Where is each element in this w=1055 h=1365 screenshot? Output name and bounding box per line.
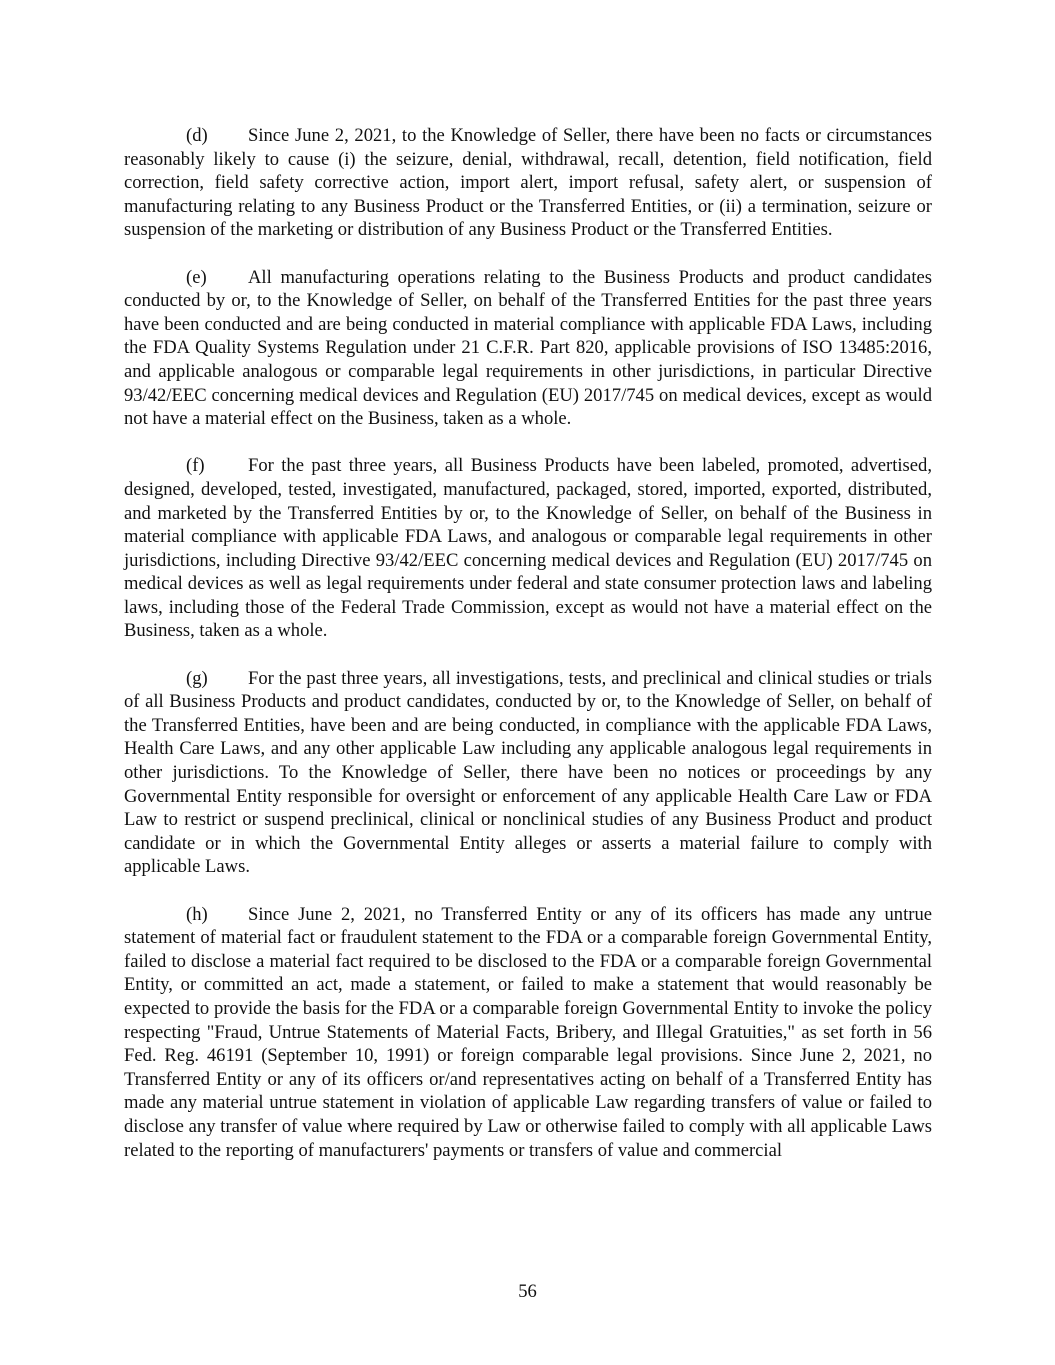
paragraph-text: For the past three years, all Business Products have been labeled, promoted, advertised, designed, developed, tested, investigated, manufactured, packaged, stored, imported, exported, distributed, and marketed by the Transferred Entities by or, to the Knowledge of Seller, on behalf of the Business in material compliance with applicable FDA Laws, and analogous or comparable legal requirements in other jurisdictions, including Directive 93/42/EEC concerning medical devices and Regulation (EU) 2017/745 on medical devices as well as legal requirements under federal and state consumer protection laws and labeling laws, including those of the Federal Trade Commission, except as would not have a material effect on the Business, taken as a whole. <box>124 455 932 642</box>
paragraph-label: (h) <box>186 903 208 925</box>
paragraph-d <box>124 124 932 242</box>
paragraph-text: Since June 2, 2021, to the Knowledge of Seller, there have been no facts or circumstances reasonably likely to cause (i) the seizure, denial, withdrawal, recall, detention, field notification, field correction, field safety corrective action, import alert, import refusal, safety alert, or suspension of manufacturing relating to any Business Product or the Transferred Entities, or (ii) a termination, seizure or suspension of the marketing or distribution of any Business Product or the Transferred Entities. <box>124 125 932 241</box>
paragraph-g <box>124 667 932 879</box>
paragraph-h <box>124 903 932 1163</box>
paragraph-e <box>124 266 932 431</box>
document-body <box>124 124 932 1186</box>
paragraph-label: (d) <box>186 125 208 146</box>
paragraph-label: (e) <box>186 266 207 288</box>
paragraph-label: (f) <box>186 455 205 477</box>
paragraph-label: (g) <box>186 667 208 689</box>
paragraph-text: Since June 2, 2021, no Transferred Entity or any of its officers has made any untrue statement of material fact or fraudulent statement to the FDA or a comparable foreign Governmental Entity, failed to disclose a material fact required to be disclosed to the FDA or a comparable foreign Governmental Entity, or committed an act, made a statement, or failed to make a statement that would reasonably be expected to provide the basis for the FDA or a comparable foreign Governmental Entity to invoke the policy respecting "Fraud, Untrue Statements of Material Facts, Bribery, and Illegal Gratuities," as set forth in 56 Fed. Reg. 46191 (September 10, 1991) or foreign comparable legal provisions. Since June 2, 2021, no Transferred Entity or any of its officers or/and representatives acting on behalf of a Transferred Entity has made any material untrue statement in violation of applicable Law regarding transfers of value or failed to disclose any transfer of value where required by Law or otherwise failed to comply with all applicable Laws related to the reporting of manufacturers' payments or transfers of value and commercial <box>124 903 932 1161</box>
paragraph-text: For the past three years, all investigations, tests, and preclinical and clinical studies or trials of all Business Products and product candidates, conducted by or, to the Knowledge of Seller, on behalf of the Transferred Entities, have been and are being conducted, in compliance with the applicable FDA Laws, Health Care Laws, and any other applicable Law including any applicable analogous legal requirements in other jurisdictions. To the Knowledge of Seller, there have been no notices or proceedings by any Governmental Entity responsible for oversight or enforcement of any applicable Health Care Law or FDA Law to restrict or suspend preclinical, clinical or nonclinical studies of any Business Product and product candidate or in which the Governmental Entity alleges or asserts a material failure to comply with applicable Laws. <box>124 667 932 878</box>
page-number: 56 <box>518 1281 537 1302</box>
paragraph-f <box>124 454 932 643</box>
paragraph-text: All manufacturing operations relating to the Business Products and product candidates conducted by or, to the Knowledge of Seller, on behalf of the Transferred Entities for the past three years have been conducted and are being conducted in material compliance with applicable FDA Laws, including the FDA Quality Systems Regulation under 21 C.F.R. Part 820, applicable provisions of ISO 13485:2016, and applicable analogous or comparable legal requirements in other jurisdictions, in particular Directive 93/42/EEC concerning medical devices and Regulation (EU) 2017/745 on medical devices, except as would not have a material effect on the Business, taken as a whole. <box>124 266 932 430</box>
